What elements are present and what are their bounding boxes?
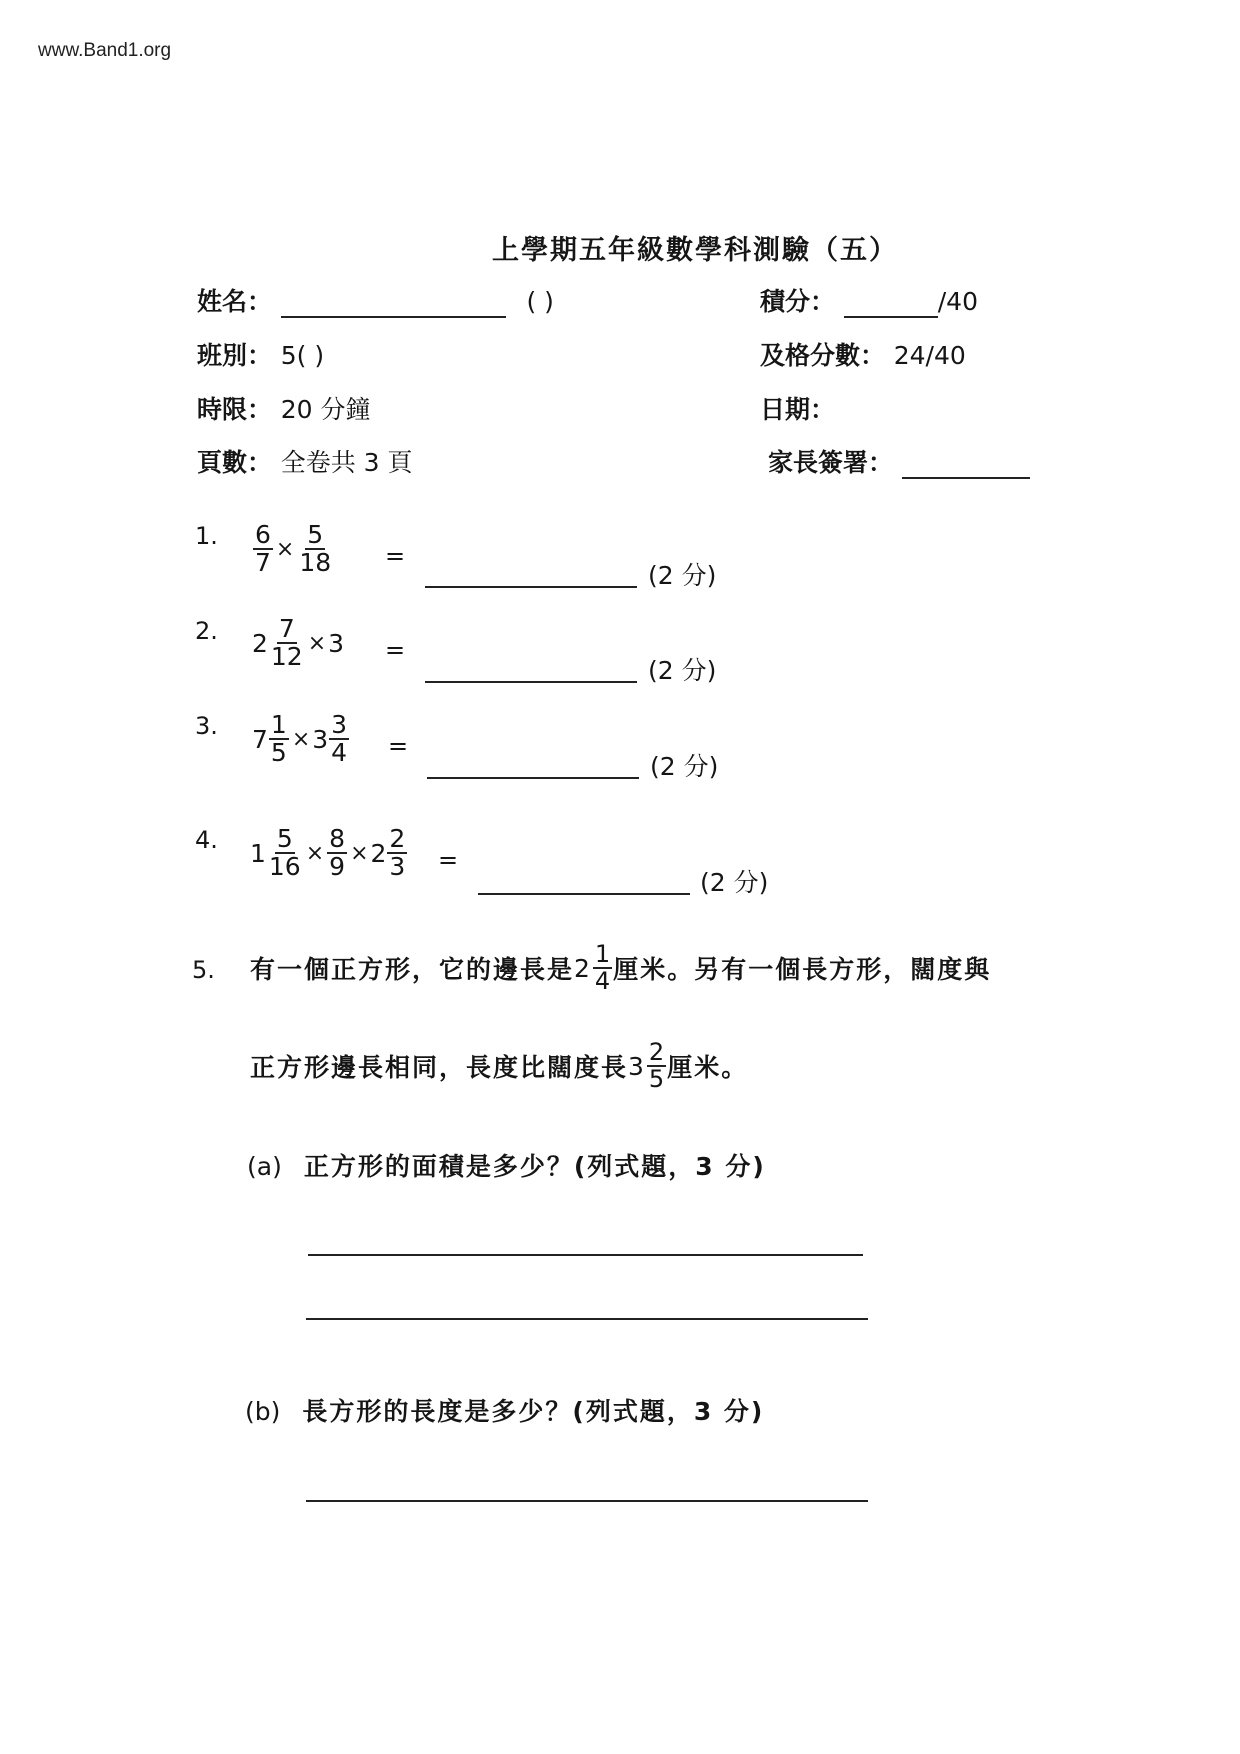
q1-number: 1.	[195, 522, 218, 550]
q4-f2-denominator: 9	[329, 852, 346, 882]
q4-times-2: ×	[350, 840, 369, 866]
pass-value: 24/40	[893, 341, 966, 370]
q5-side-denominator: 4	[594, 967, 611, 996]
q5a-answer-line-2[interactable]	[306, 1318, 868, 1320]
pages-value: 全卷共 3 頁	[280, 448, 413, 477]
parent-signature-label: 家長簽署：	[768, 448, 894, 477]
q4-times-1: ×	[305, 840, 325, 866]
time-value: 20 分鐘	[280, 395, 371, 424]
q4-whole-1: 1	[250, 838, 266, 868]
q2-points: (2 分)	[648, 656, 717, 685]
q3-expression	[252, 712, 350, 767]
q3-fraction-1	[269, 712, 289, 767]
pass-label: 及格分數：	[760, 341, 886, 370]
q2-f1-numerator: 7	[278, 614, 295, 643]
q5b-label: (b)	[245, 1397, 281, 1426]
q4-points: (2 分)	[700, 868, 769, 897]
time-row	[197, 390, 371, 426]
score-blank[interactable]	[844, 292, 938, 318]
q5-line-2	[250, 1040, 748, 1092]
pages-label: 頁數：	[197, 448, 273, 477]
q5-length-numerator: 2	[648, 1038, 665, 1066]
q5b-text: 長方形的長度是多少？(列式題，3 分)	[302, 1397, 765, 1426]
class-number-paren: ( )	[526, 287, 554, 316]
q1-f2-numerator: 5	[307, 520, 324, 549]
q5a-label: (a)	[247, 1152, 282, 1181]
q4-f2-numerator: 8	[329, 824, 346, 853]
q2-whole-1: 2	[252, 628, 268, 658]
class-label: 班別：	[197, 341, 273, 370]
q5-line1-text-a: 有一個正方形，它的邊長是	[250, 955, 575, 985]
q1-equals: =	[385, 542, 406, 570]
q2-answer-line[interactable]	[425, 681, 637, 683]
class-row	[197, 336, 324, 372]
q5-side-whole: 2	[574, 953, 592, 983]
q1-f1-numerator: 6	[255, 520, 271, 549]
q2-equals: =	[385, 636, 406, 664]
q2-times: ×	[307, 630, 327, 656]
q4-answer-line[interactable]	[478, 893, 690, 895]
score-total: /40	[937, 287, 978, 316]
q2-number: 2.	[195, 617, 218, 645]
q5a-prompt	[247, 1147, 766, 1183]
q3-times: ×	[291, 726, 311, 752]
q3-number: 3.	[195, 712, 218, 740]
q4-equals: =	[438, 846, 459, 874]
site-url: www.Band1.org	[38, 40, 172, 61]
page-title: 上學期五年級數學科測驗（五）	[492, 235, 898, 266]
q4-expression	[250, 826, 408, 881]
q5a-text: 正方形的面積是多少？(列式題，3 分)	[303, 1152, 766, 1181]
q5-length-denominator: 5	[648, 1065, 665, 1094]
date-row	[760, 390, 835, 426]
q3-f2-numerator: 3	[331, 710, 348, 739]
q5b-answer-line[interactable]	[306, 1500, 868, 1502]
q5-number: 5.	[192, 956, 215, 984]
score-label: 積分：	[760, 287, 836, 316]
q3-f1-denominator: 5	[270, 738, 287, 768]
q3-f2-denominator: 4	[331, 738, 348, 768]
q3-answer-line[interactable]	[427, 777, 639, 779]
q1-answer-line[interactable]	[425, 586, 637, 588]
q1-f1-denominator: 7	[255, 548, 271, 578]
q2-whole-2: 3	[328, 628, 345, 658]
q3-whole-1: 7	[252, 724, 268, 754]
q1-times: ×	[275, 536, 295, 562]
q1-points: (2 分)	[648, 561, 717, 590]
class-value: 5( )	[280, 341, 325, 370]
q4-fraction-1	[267, 826, 303, 881]
q3-points: (2 分)	[650, 752, 719, 781]
q4-f3-numerator: 2	[389, 824, 406, 853]
q5-side-fraction	[593, 942, 612, 994]
q5-line2-text-b: 厘米。	[667, 1053, 749, 1083]
q5-length-whole: 3	[628, 1051, 646, 1081]
q5-line1-text-b: 厘米。另有一個長方形，闊度與	[613, 955, 992, 985]
q4-whole-3: 2	[370, 838, 387, 868]
name-blank[interactable]	[281, 292, 506, 318]
q5-line2-text-a: 正方形邊長相同，長度比闊度長	[250, 1053, 629, 1083]
q5-side-numerator: 1	[594, 940, 611, 968]
q1-fraction-2	[297, 522, 333, 577]
q3-whole-2: 3	[312, 724, 329, 754]
parent-signature-blank[interactable]	[902, 453, 1030, 479]
q4-fraction-3	[387, 826, 407, 881]
pass-row	[760, 336, 966, 372]
q2-expression	[252, 616, 344, 671]
q5-line-1	[250, 942, 991, 994]
q2-fraction-1	[269, 616, 305, 671]
q1-fraction-1	[253, 522, 273, 577]
q1-f2-denominator: 18	[299, 548, 332, 578]
q3-equals: =	[388, 732, 409, 760]
date-label: 日期：	[760, 395, 836, 424]
q5-length-fraction	[647, 1040, 666, 1092]
q3-fraction-2	[329, 712, 349, 767]
q4-f3-denominator: 3	[389, 852, 406, 882]
parent-signature-row	[768, 443, 1030, 479]
score-row	[760, 282, 978, 318]
q2-f1-denominator: 12	[270, 642, 303, 672]
name-row	[197, 282, 554, 318]
q1-expression	[252, 522, 334, 577]
name-label: 姓名：	[197, 287, 273, 316]
q4-f1-numerator: 5	[276, 824, 293, 853]
q5b-prompt	[245, 1392, 764, 1428]
pages-row	[197, 443, 413, 479]
time-label: 時限：	[197, 395, 273, 424]
q4-fraction-2	[327, 826, 347, 881]
q4-number: 4.	[195, 826, 218, 854]
q4-f1-denominator: 16	[268, 852, 301, 882]
q3-f1-numerator: 1	[270, 710, 287, 739]
q5a-answer-line-1[interactable]	[308, 1254, 863, 1256]
